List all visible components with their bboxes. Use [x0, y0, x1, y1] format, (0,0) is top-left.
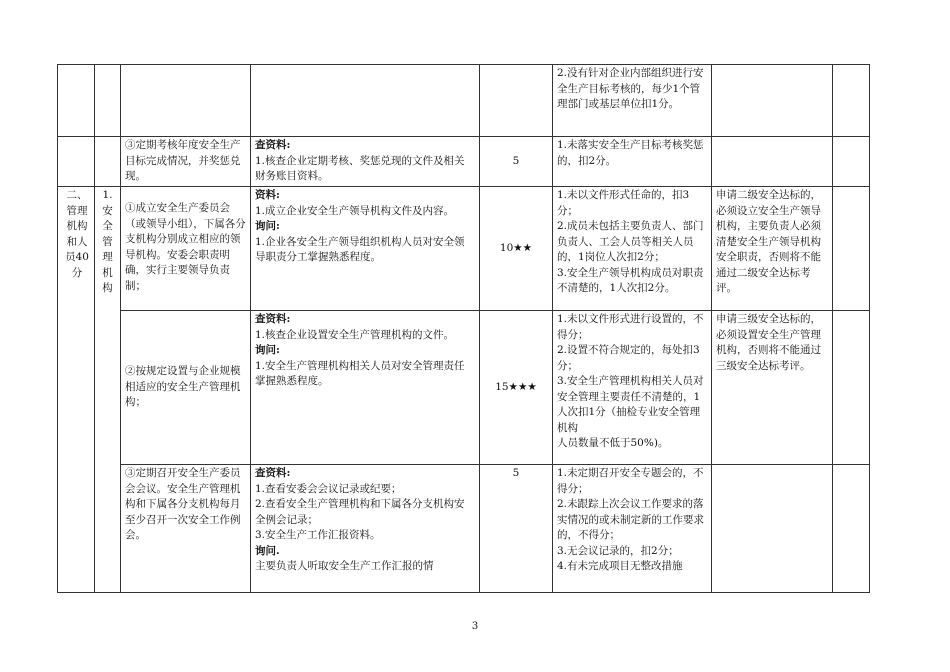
subcategory-cell — [95, 187, 121, 593]
standards-table — [57, 64, 870, 593]
check-text: 1.企业各安全生产领导组织机构人员对安全领导职责分工掌握熟悉程度。 — [255, 235, 465, 263]
deduction-text: 人员数量不低于50%)。 — [557, 437, 669, 449]
item-cell — [121, 187, 251, 311]
check-method-cell — [251, 65, 480, 137]
deduction-text: 1.未以文件形式任命的，扣3分； — [557, 189, 690, 217]
table-row — [58, 137, 870, 187]
deduction-text: 2.设置不符合规定的，每处扣3分； — [557, 344, 700, 372]
check-heading: 查资料: — [255, 467, 291, 479]
note-cell: 申请三级安全达标的，必须设置安全生产管理机构，否则将不能通过三级安全达标考评。 — [712, 311, 833, 465]
result-cell — [833, 137, 870, 187]
score-cell: 5 — [480, 137, 553, 187]
note-cell: 申请二级安全达标的，必须设立安全生产领导机构，主要负责人必须清楚安全生产领导机构安全职责，否则将不能通过二级安全达标考评。 — [712, 187, 833, 311]
result-cell — [833, 465, 870, 593]
check-text: 1.核查企业设置安全生产管理机构的文件。 — [255, 328, 455, 341]
deduction-text: 1.未落实安全生产目标考核奖惩的，扣2分。 — [557, 139, 704, 167]
check-method-cell — [251, 187, 480, 311]
check-text: 1.查看安委会会议记录或纪要； — [255, 482, 402, 495]
deduction-cell — [553, 465, 712, 593]
deduction-cell — [553, 311, 712, 465]
note-cell — [712, 465, 833, 593]
table-row — [58, 465, 870, 593]
page-number: 3 — [471, 621, 479, 632]
check-heading: 查资料: — [255, 313, 291, 325]
subcategory-cell — [95, 65, 121, 137]
category-cell — [58, 137, 95, 187]
deduction-cell — [553, 137, 712, 187]
item-cell: ③定期召开安全生产委员会会议。安全生产管理机构和下属各分支机构每月至少召开一次安全工作例会。 — [121, 465, 251, 593]
check-text: 1.核查企业定期考核、奖惩兑现的文件及相关财务账目资料。 — [255, 154, 465, 182]
check-text: 主要负责人听取安全生产工作汇报的情 — [255, 560, 434, 572]
result-cell — [833, 65, 870, 137]
deduction-text: 3.安全生产领导机构成员对职责不清楚的，1人次扣2分。 — [557, 266, 704, 294]
table-row — [58, 311, 870, 465]
check-method-cell — [251, 137, 480, 187]
item-cell — [121, 311, 251, 465]
result-cell — [833, 311, 870, 465]
deduction-text: 2.未跟踪上次会议工作要求的落实情况的或未制定新的工作要求的，不得分； — [557, 498, 704, 541]
deduction-cell — [553, 65, 712, 137]
category-cell — [58, 65, 95, 137]
check-heading: 资料: — [255, 189, 280, 201]
deduction-text: 2.成员未包括主要负责人、部门负责人、工会人员等相关人员的，1岗位人次扣2分； — [557, 220, 704, 263]
subcategory-label: 1.安全管理机构 — [102, 189, 113, 294]
check-method-cell — [251, 465, 480, 593]
item-text: ②按规定设置与企业规模相适应的安全生产管理机构； — [125, 365, 241, 409]
category-label: 二、管理机构和人员40分 — [65, 189, 89, 279]
check-method-cell — [251, 311, 480, 465]
table-row — [58, 65, 870, 137]
score-cell: 5 — [480, 465, 553, 593]
check-heading: 询问: — [255, 220, 280, 232]
deduction-text: 2.没有针对企业内部组织进行安全生产目标考核的，每少1个管理部门或基层单位扣1分。 — [557, 67, 704, 110]
check-text: 1.安全生产管理机构相关人员对安全管理责任掌握熟悉程度。 — [255, 359, 465, 387]
check-text: 3.安全生产工作汇报资料。 — [255, 529, 381, 541]
check-heading: 查资料: — [255, 139, 291, 151]
deduction-text: 3.无会议记录的，扣2分； — [557, 544, 679, 557]
deduction-text: 1.未定期召开安全专题会的，不得分； — [557, 467, 704, 495]
category-cell — [58, 187, 95, 593]
score-cell: 10★★ — [480, 187, 553, 311]
deduction-cell — [553, 187, 712, 311]
score-cell — [480, 65, 553, 137]
deduction-text: 1.未以文件形式进行设置的，不得分； — [557, 313, 704, 341]
deduction-text: 3.安全生产管理机构相关人员对安全管理主要责任不清楚的，1人次扣1分（抽检专业安全管理机构 — [557, 375, 704, 434]
check-text: 1.成立企业安全生产领导机构文件及内容。 — [255, 204, 455, 217]
note-cell — [712, 137, 833, 187]
item-cell — [121, 65, 251, 137]
note-cell — [712, 65, 833, 137]
subcategory-cell — [95, 137, 121, 187]
table-row — [58, 187, 870, 311]
check-heading: 询问. — [255, 544, 280, 557]
result-cell — [833, 187, 870, 311]
item-text: ①成立安全生产委员会（或领导小组），下属各分支机构分别成立相应的领导机构。安委会职责明确，实行主要领导负责制； — [125, 202, 246, 292]
check-text: 2.查看安全生产管理机构和下属各分支机构安全例会记录； — [255, 498, 465, 526]
item-cell: ③定期考核年度安全生产目标完成情况，并奖惩兑现。 — [121, 137, 251, 187]
deduction-text: 4.有未完成项目无整改措施 — [557, 560, 683, 572]
check-heading: 询问: — [255, 344, 280, 356]
score-cell: 15★★★ — [480, 311, 553, 465]
